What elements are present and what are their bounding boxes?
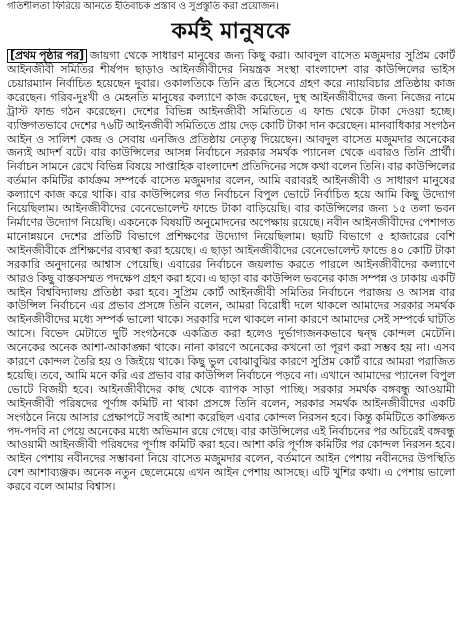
article-paragraph <box>7 49 455 494</box>
article-body-text: জায়গা থেকে সাধারণ মানুষের জন্য কিছু করা। আবদুল বাসেত মজুমদার সুপ্রিম কোর্ট আইনজীবী সমিতির শীর্ষপদ ছাড়াও আইনজীবীদের নিয়ন্ত্রক সংস্থা বাংলাদেশ বার কাউন্সিলের ভাইস চেয়ারম্যান নির্বাচিত হয়েছেন দুবার। ওকালতিকে তিনি ব্রত হিসেবে গ্রহণ করে ন্যায়বিচার প্রতিষ্ঠায় কাজ করেছেন। গরিব-দুঃখী ও মেহনতি মানুষের কল্যাণে কাজ করেছেন, দুস্থ আইনজীবীদের জন্য নিজের নামে ট্রাস্ট ফান্ড গঠন করেছেন। দেশের বিভিন্ন আইনজীবী সমিতিতে এ ফান্ড থেকে টাকা দেওয়া হচ্ছে। ব্যক্তিগতভাবে দেশের ৭৬টি আইনজীবী সমিতিতে প্রায় দেড় কোটি টাকা দান করেছেন। মানবাধিকার সংগঠন আইন ও সালিশ কেন্দ্র ও সেবায় এনজিও প্রতিষ্ঠায় নেতৃত্ব দিয়েছেন। আবদুল বাসেত মজুমদার অনেকের জন্যই আদর্শ বটে। বার কাউন্সিলের আসন্ন নির্বাচনে সরকার সমর্থক প্যানেল থেকে এবারও তিনি প্রার্থী। নির্বাচন সামনে রেখে বিভিন্ন বিষয়ে সাপ্তাহিক বাংলাদেশ প্রতিদিনের সঙ্গে কথা বলেন তিনি। বার কাউন্সিলের বর্তমান কমিটির কার্যক্রম সম্পর্কে বাসেত মজুমদার বলেন, আমি বরাবরই আইনজীবী ও সাধারণ মানুষের কল্যাণে কাজ করে থাকি। বার কাউন্সিলের গত নির্বাচনে বিপুল ভোটে নির্বাচিত হয়ে আমি কিছু উদ্যোগ নিয়েছিলাম। আইনজীবীদের বেনেভোলেন্ট ফান্ডে টাকা বাড়িয়েছি। বার কাউন্সিলের জন্য ১৫ তলা ভবন নির্মাণের উদ্যোগ নিয়েছি। একনেকে বিষয়টি অনুমোদনের অপেক্ষায় রয়েছে। নবীন আইনজীবীদের পেশাগত মানোন্নয়নে দেশের প্রতিটি বিভাগে প্রশিক্ষণের উদ্যোগ নিয়েছিলাম। ছয়টি বিভাগে ৫ হাজারের বেশি আইনজীবীকে প্রশিক্ষণের ব্যবস্থা করা হয়েছে। এ ছাড়া আইনজীবীদের বেনেভোলেন্ট ফান্ডে ৪০ কোটি টাকা সরকারি অনুদানের আশ্বাস পেয়েছি। এবারের নির্বাচনে জয়লাভ করতে পারলে আইনজীবীদের কল্যাণে আরও কিছু বাস্তবসম্মত পদক্ষেপ গ্রহণ করা হবে। এ ছাড়া বার কাউন্সিল ভবনের কাজ সম্পন্ন ও ঢাকায় একটি আইন বিশ্ববিদ্যালয় প্রতিষ্ঠা করা হবে। সুপ্রিম কোর্ট আইনজীবী সমিতির নির্বাচনে পরাজয় ও আসন্ন বার কাউন্সিল নির্বাচনে এর প্রভাব প্রসঙ্গে তিনি বলেন, আমরা বিরোধী দলে থাকলে আমাদের সরকার সমর্থক আইনজীবীদের মধ্যে সম্পর্ক ভালো থাকে। সরকারি দলে থাকলে নানা কারণে আমাদের সেই সম্পর্কে ঘাটতি আসে। বিভেদ মেটাতে দুটি সংগঠনকে একত্রিত করা হলেও দুর্ভাগ্যজনকভাবে দ্বন্দ্ব কোন্দল মেটেনি। অনেকের অনেক আশা-আকাঙ্ক্ষা থাকে। নানা কারণে অনেকের কখনো তা পূরণ করা সম্ভব হয় না। এসব কারণে কোন্দল তৈরি হয় ও জিইয়ে থাকে। কিছু ভুল বোঝাবুঝির কারণে সুপ্রিম কোর্ট বারে আমরা পরাজিত হয়েছি। তবে, আমি মনে করি এর প্রভাব বার কাউন্সিল নির্বাচনে পড়বে না। এখানে আমাদের প্যানেল বিপুল ভোটে বিজয়ী হবে। আইনজীবীদের কাছ থেকে ব্যাপক সাড়া পাচ্ছি। সরকার সমর্থক বঙ্গবন্ধু আওয়ামী আইনজীবী পরিষদের পূর্ণাঙ্গ কমিটি না থাকা প্রসঙ্গে তিনি বলেন, সরকার সমর্থক আইনজীবীদের একটি সংগঠনে নিয়ে আসার প্রেক্ষাপটে সবাই আশা করেছিল এবার কোন্দল নিরসন হবে। কিন্তু কমিটিতে কাঙ্ক্ষিত পদ-পদবি না পেয়ে অনেকের মধ্যে অভিমান রয়ে গেছে। বার কাউন্সিলের এই নির্বাচনের পর অচিরেই বঙ্গবন্ধু আওয়ামী আইনজীবী পরিষদের পূর্ণাঙ্গ কমিটি করা হবে। আশা করি পূর্ণাঙ্গ কমিটির পর কোন্দল নিরসন হবে। আইন পেশায় নবীনদের সম্ভাবনা নিয়ে বাসেত মজুমদার বলেন, বর্তমানে আইন পেশায় নবীনদের উপস্থিতি বেশ আশাব্যঞ্জক। অনেক নতুন ছেলেমেয়ে এখন আইন পেশায় আসছে। এটি খুশির কথা। এ পেশায় ভালো করবে বলে আমার বিশ্বাস। <box>7 49 455 494</box>
article-body <box>7 49 455 494</box>
article-headline: কর্মই মানুষকে <box>171 19 291 44</box>
continued-from-front-page-tag: [প্রথম পৃষ্ঠার পর] <box>7 49 87 63</box>
news-clipping <box>0 1 462 631</box>
previous-article-tail: গতিশীলতা ফিরিয়ে আনতে ইতিবাচক প্রস্তাব ও সুপ্রস্তুতি করা প্রয়োজন। <box>7 1 279 12</box>
